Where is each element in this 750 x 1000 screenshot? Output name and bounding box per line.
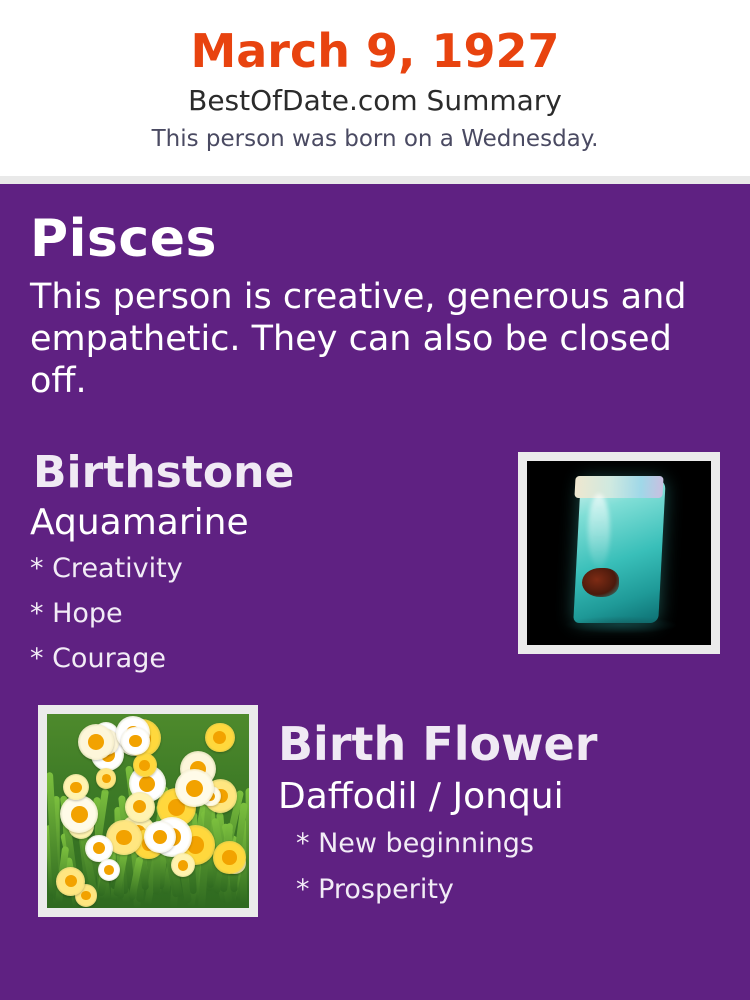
birthstone-heading: Birthstone <box>33 447 295 498</box>
zodiac-description: This person is creative, generous and empathetic. They can also be closed off. <box>30 277 687 401</box>
daffodil-bloom-icon <box>125 792 155 822</box>
crystal-shadow <box>564 616 678 634</box>
birthflower-name: Daffodil / Jonqui <box>278 776 564 817</box>
crystal-inclusion <box>582 568 619 597</box>
page-header <box>0 0 750 176</box>
zodiac-section <box>30 208 720 402</box>
daffodil-bloom-icon <box>205 723 235 753</box>
birthflower-text <box>278 701 720 913</box>
aquamarine-crystal-icon <box>573 479 665 623</box>
birthstone-image-frame <box>527 461 711 645</box>
birthflower-section <box>30 701 720 921</box>
daffodil-bloom-icon <box>121 727 149 755</box>
site-name: BestOfDate.com Summary <box>188 84 562 117</box>
birthflower-image-frame <box>47 714 249 908</box>
daffodil-bloom-icon <box>213 841 246 874</box>
daffodil-bloom-icon <box>85 835 113 863</box>
birthflower-image <box>38 705 258 917</box>
birthstone-trait: * Hope <box>30 598 123 629</box>
birthflower-trait: * Prosperity <box>296 874 454 905</box>
birthstone-image <box>518 452 720 654</box>
zodiac-sign-name: Pisces <box>30 209 217 269</box>
crystal-highlight <box>588 494 610 568</box>
summary-body <box>0 208 750 921</box>
birthstone-section <box>30 446 720 681</box>
birthstone-trait: * Creativity <box>30 553 183 584</box>
header-divider <box>0 176 750 184</box>
birthflower-heading: Birth Flower <box>278 717 598 771</box>
daffodil-bloom-icon <box>96 768 116 788</box>
birthstone-trait: * Courage <box>30 643 166 674</box>
daffodil-bloom-icon <box>56 867 85 896</box>
daffodil-bloom-icon <box>175 769 213 807</box>
page-title: March 9, 1927 <box>190 24 560 78</box>
daffodil-bloom-icon <box>144 821 176 853</box>
birthstone-name: Aquamarine <box>30 502 249 543</box>
crystal-top-facet <box>574 476 663 498</box>
birth-weekday-text: This person was born on a Wednesday. <box>151 126 599 152</box>
birthflower-trait: * New beginnings <box>296 828 534 859</box>
